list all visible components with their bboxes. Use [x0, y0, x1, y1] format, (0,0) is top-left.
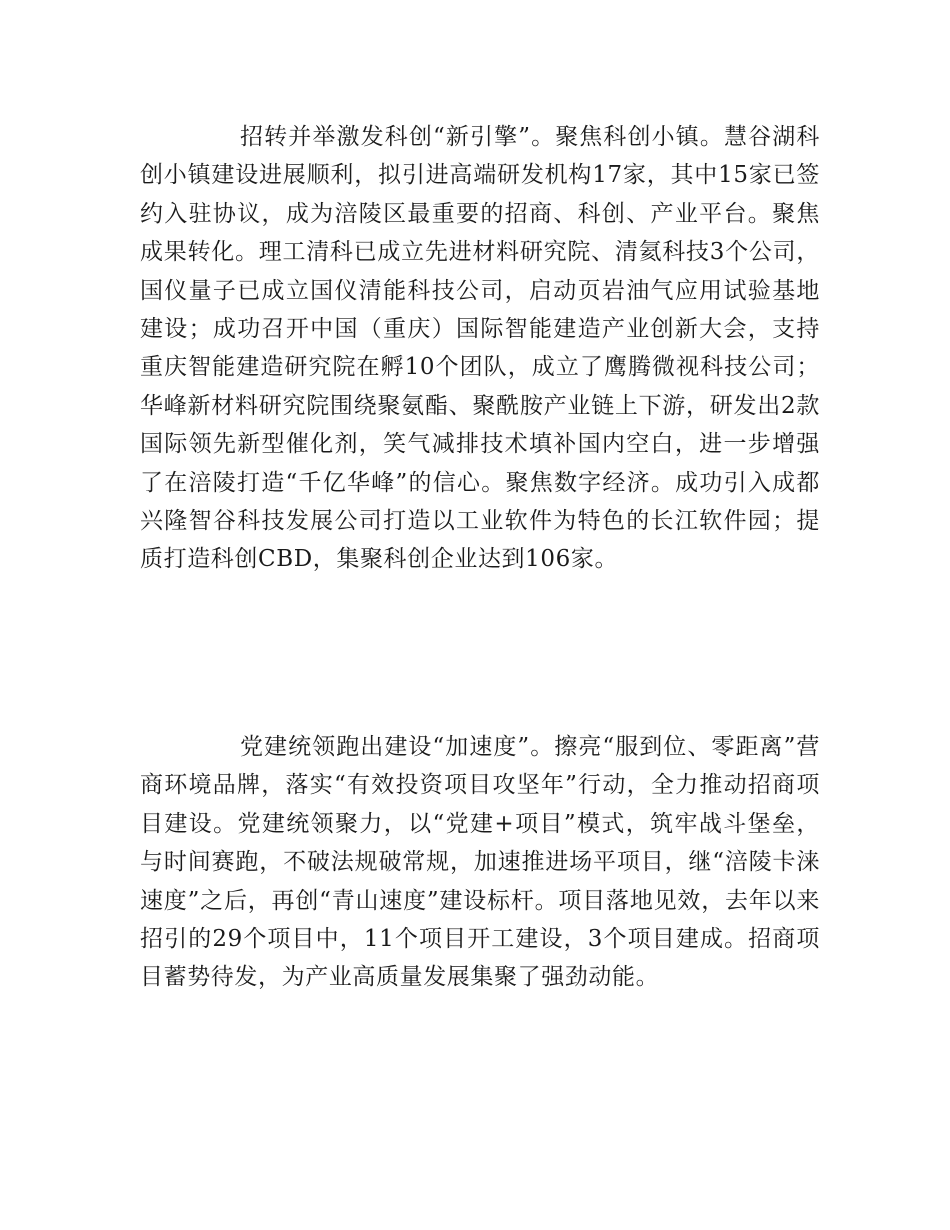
body-paragraph: 招转并举激发科创“新引擎”。聚焦科创小镇。慧谷湖科创小镇建设进展顺利，拟引进高端研发机构17家，其中15家已签约入驻协议，成为涪陵区最重要的招商、科创、产业平台。聚焦成果转化。理工清科已成立先进材料研究院、清氦科技3个公司，国仪量子已成立国仪清能科技公司，启动页岩油气应用试验基地建设；成功召开中国（重庆）国际智能建造产业创新大会，支持重庆智能建造研究院在孵10个团队，成立了鹰腾微视科技公司；华峰新材料研究院围绕聚氨酯、聚酰胺产业链上下游，研发出2款国际领先新型催化剂，笑气减排技术填补国内空白，进一步增强了在涪陵打造“千亿华峰”的信心。聚焦数字经济。成功引入成都兴隆智谷科技发展公司打造以工业软件为特色的长江软件园；提质打造科创CBD，集聚科创企业达到106家。 [140, 124, 820, 573]
body-paragraph: 党建统领跑出建设“加速度”。擦亮“服到位、零距离”营商环境品牌，落实“有效投资项目攻坚年”行动，全力推动招商项目建设。党建统领聚力，以“党建+项目”模式，筑牢战斗堡垒，与时间赛跑，不破法规破常规，加速推进场平项目，继“涪陵卡涞速度”之后，再创“青山速度”建设标杆。项目落地见效，去年以来招引的29个项目中，11个项目开工建设，3个项目建成。招商项目蓄势待发，为产业高质量发展集聚了强劲动能。 [140, 734, 820, 991]
